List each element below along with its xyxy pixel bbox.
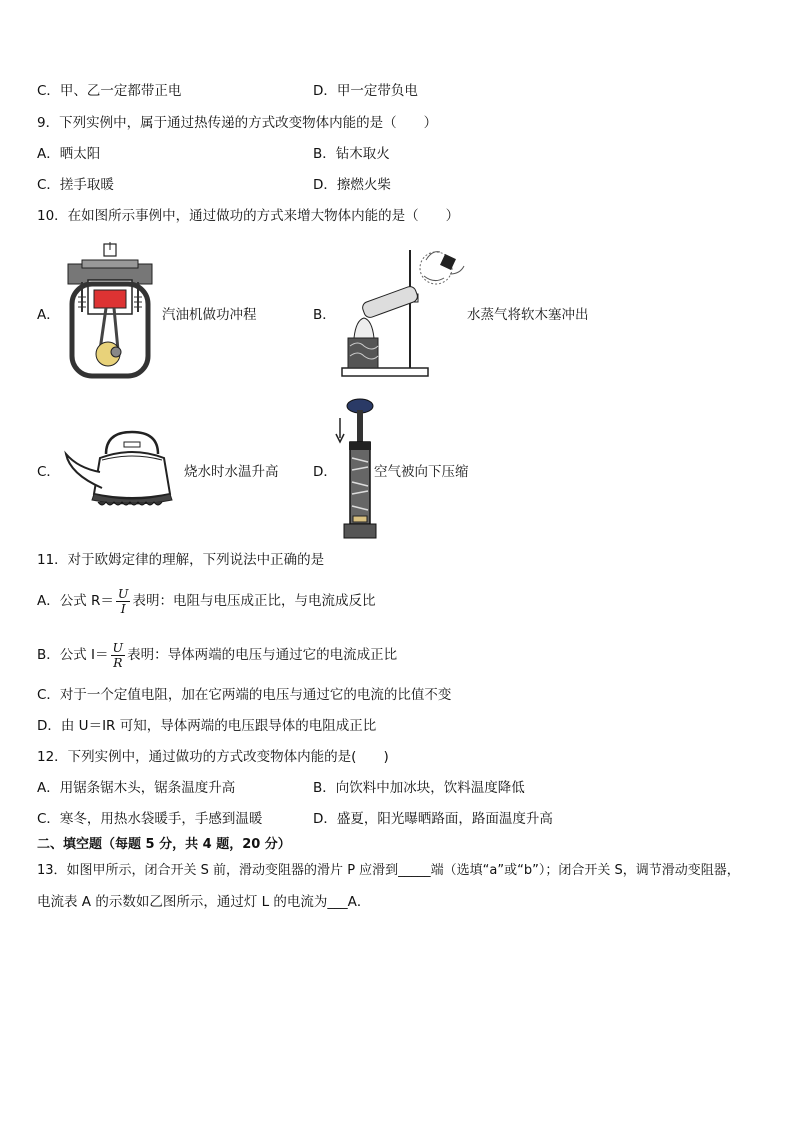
q10-stem: 10．在如图所示事例中，通过做功的方式来增大物体内能的是（ ） <box>37 208 460 224</box>
q11-option-b <box>37 638 397 672</box>
q11-option-a <box>37 584 375 618</box>
q9-option-c: C．搓手取暖 <box>37 177 114 193</box>
q11-stem: 11．对于欧姆定律的理解，下列说法中正确的是 <box>37 552 325 568</box>
q11-option-a-prefix: A．公式 R＝ <box>37 593 114 609</box>
section-title: 二、填空题（每题 5 分，共 4 题，20 分） <box>37 837 291 852</box>
q9-option-a: A．晒太阳 <box>37 146 101 162</box>
q12-option-d: D．盛夏，阳光曝晒路面，路面温度升高 <box>313 811 553 827</box>
q10-option-b-letter: B． <box>313 307 336 323</box>
engine-figure <box>60 242 160 388</box>
q11-option-d: D．由 U＝IR 可知，导体两端的电压跟导体的电阻成正比 <box>37 718 377 734</box>
q10-option-d-letter: D． <box>313 464 337 480</box>
q10-option-d-caption: 空气被向下压缩 <box>374 464 469 480</box>
fraction-denominator: I <box>120 600 126 616</box>
fraction-numerator: U <box>112 639 124 655</box>
q9-stem: 9．下列实例中，属于通过热传递的方式改变物体内能的是（ ） <box>37 115 438 131</box>
q11-option-a-suffix: 表明：电阻与电压成正比，与电流成反比 <box>132 593 376 609</box>
q10-option-b-caption: 水蒸气将软木塞冲出 <box>467 307 589 323</box>
q12-option-b: B．向饮料中加冰块，饮料温度降低 <box>313 780 525 796</box>
q11-option-c: C．对于一个定值电阻，加在它两端的电压与通过它的电流的比值不变 <box>37 687 452 703</box>
q10-option-c-letter: C． <box>37 464 60 480</box>
q12-stem: 12．下列实例中，通过做功的方式改变物体内能的是( ) <box>37 749 389 765</box>
q11-option-b-fraction <box>111 641 126 670</box>
fraction-numerator: U <box>117 585 129 601</box>
q13-line2: 电流表 A 的示数如乙图所示，通过灯 L 的电流为___A． <box>37 894 371 910</box>
q9-option-d: D．擦燃火柴 <box>313 177 391 193</box>
q10-option-a-letter: A． <box>37 307 60 323</box>
q11-option-b-prefix: B．公式 I＝ <box>37 647 109 663</box>
q13-line1: 13．如图甲所示，闭合开关 S 前，滑动变阻器的滑片 P 应滑到_____端（选填“a”或“b”）；闭合开关 S，调节滑动变阻器， <box>37 863 740 878</box>
q9-option-b: B．钻木取火 <box>313 146 390 162</box>
q11-option-a-fraction <box>116 587 131 616</box>
q10-option-a-caption: 汽油机做功冲程 <box>162 307 257 323</box>
q8-option-c: C．甲、乙一定都带正电 <box>37 83 182 99</box>
q8-option-d: D．甲一定带负电 <box>313 83 418 99</box>
kettle-figure <box>62 430 184 510</box>
q12-option-c: C．寒冬，用热水袋暖手，手感到温暖 <box>37 811 263 827</box>
steam-cork-figure <box>340 246 470 378</box>
q10-option-c-caption: 烧水时水温升高 <box>184 464 279 480</box>
fraction-denominator: R <box>113 654 123 670</box>
q12-option-a: A．用锯条锯木头，锯条温度升高 <box>37 780 236 796</box>
q11-option-b-suffix: 表明：导体两端的电压与通过它的电流成正比 <box>127 647 398 663</box>
